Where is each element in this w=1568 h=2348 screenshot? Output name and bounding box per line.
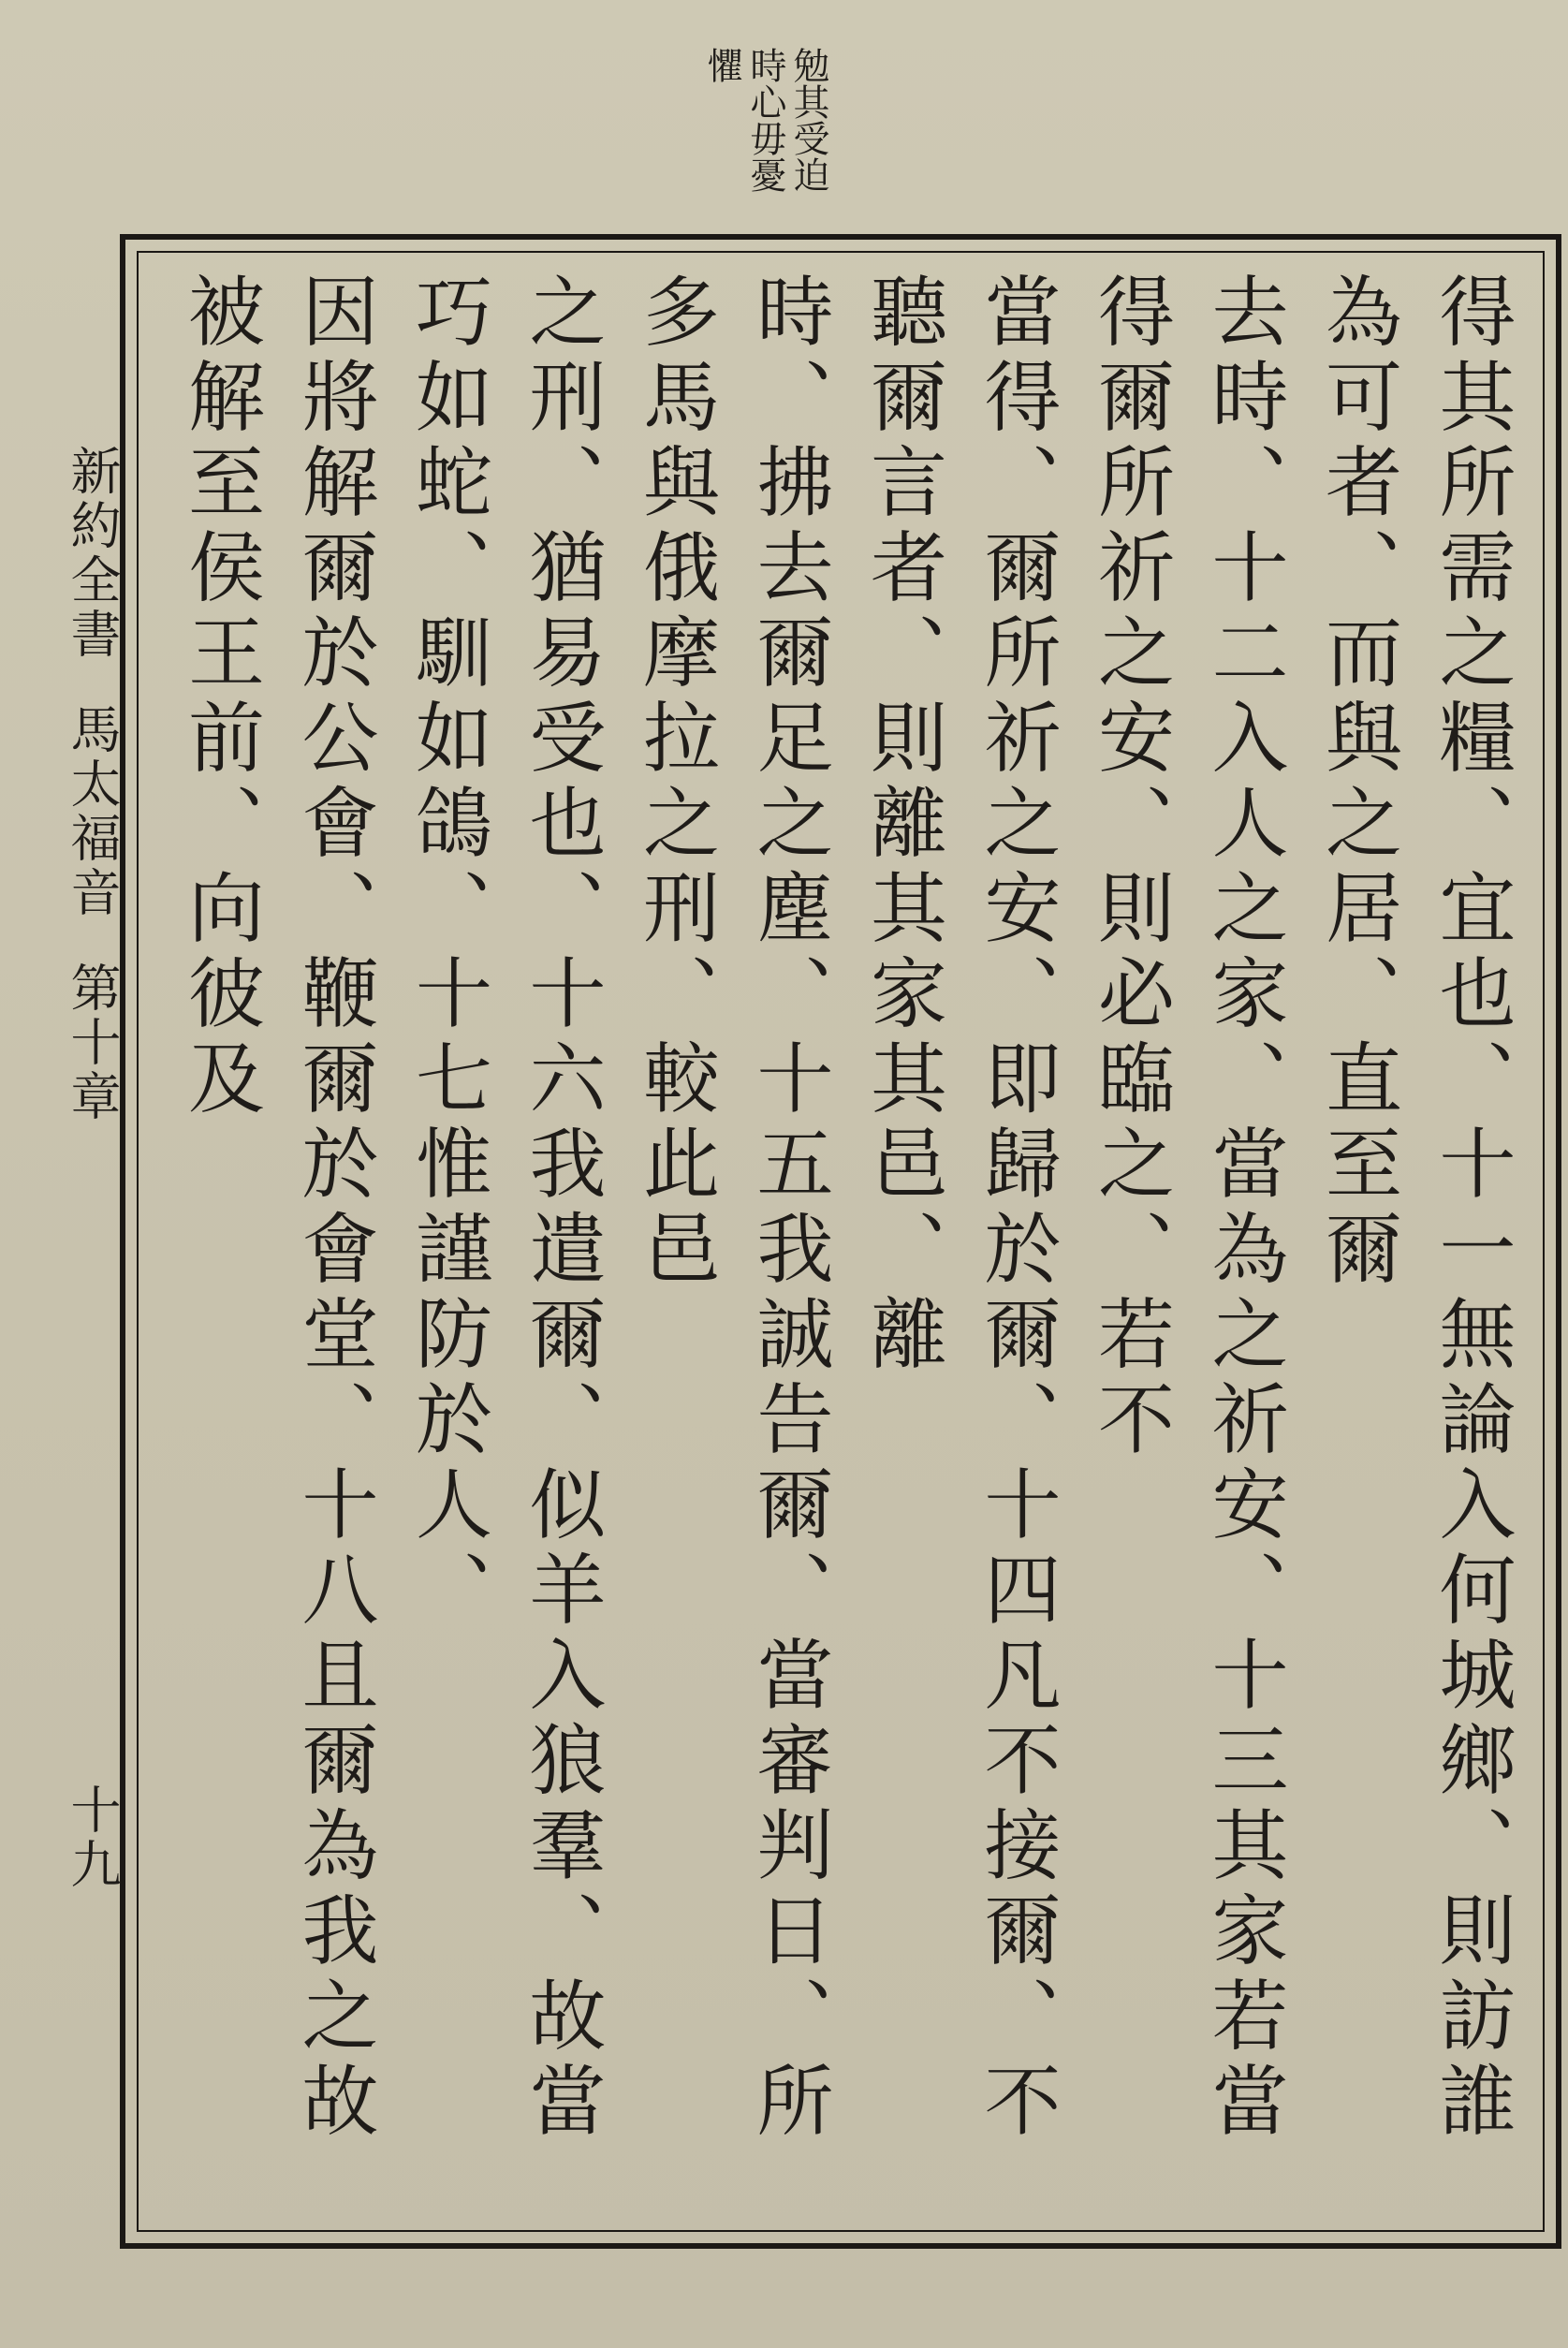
text-column: 得其所需之糧、宜也、十一無論入何城鄉、則訪誰為可者、而與之居、直至爾	[1312, 271, 1516, 2146]
annotation-line: 時心毋憂	[744, 47, 786, 193]
top-annotation	[697, 47, 828, 234]
chapter-title: 第十章	[63, 961, 122, 1124]
text-column: 當得、爾所祈之安、即歸於爾、十四凡不接爾、不聽爾言者、則離其家其邑、離	[857, 271, 1061, 2146]
text-column: 去時、十二入人之家、當為之祈安、十三其家若當得爾所祈之安、則必臨之、若不	[1085, 271, 1288, 2146]
text-column	[161, 271, 163, 2219]
book-title: 新約全書	[63, 445, 122, 662]
text-column: 之刑、猶易受也、十六我遣爾、似羊入狼羣、故當巧如蛇、馴如鴿、十七惟謹防於人、	[403, 271, 606, 2146]
annotation-line: 懼	[701, 47, 743, 83]
running-header	[64, 445, 120, 1166]
scripture-text	[161, 271, 1528, 2219]
page-number: 十九	[63, 1783, 122, 1892]
text-column: 因將解爾於公會、鞭爾於會堂、十八且爾為我之故被解至侯王前、向彼及	[175, 271, 378, 2146]
gospel-title: 馬太福音	[63, 703, 122, 920]
text-column: 時、拂去爾足之塵、十五我誠告爾、當審判日、所多馬與俄摩拉之刑、較此邑	[630, 271, 833, 2146]
annotation-line: 勉其受迫	[787, 47, 829, 193]
